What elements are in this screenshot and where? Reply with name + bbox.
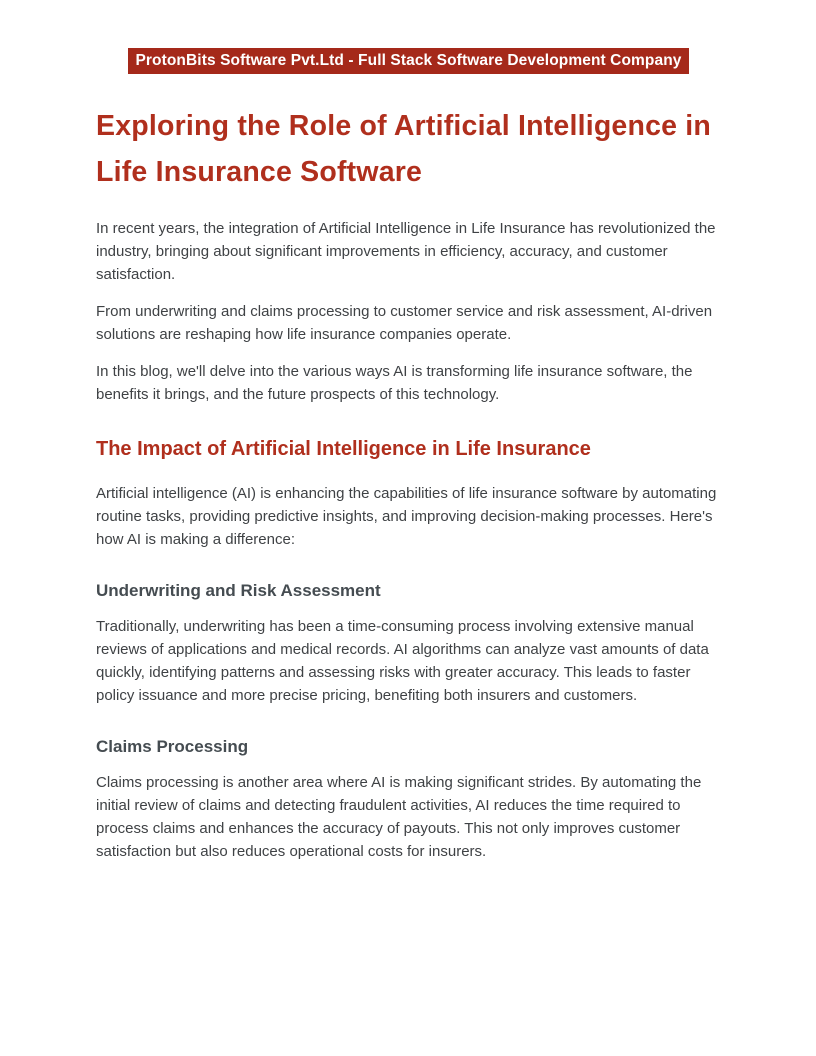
header-banner-row	[96, 48, 721, 74]
section-heading-impact: The Impact of Artificial Intelligence in Life Insurance	[96, 438, 591, 460]
subsection-heading-claims: Claims Processing	[96, 737, 249, 756]
subsection-body-claims: Claims processing is another area where AI is making significant strides. By automating the initial review of claims and detecting fraudulent activities, AI reduces the time required to process claims and enhances the accuracy of payouts. This not only improves customer satisfaction but also reduces operational costs for insurers.	[96, 774, 702, 860]
subsection-body-underwriting: Traditionally, underwriting has been a time-consuming process involving extensive manual reviews of applications and medical records. AI algorithms can analyze vast amounts of data quickly, identifying patterns and assessing risks with greater accuracy. This leads to faster policy issuance and more precise pricing, benefiting both insurers and customers.	[96, 618, 709, 704]
intro-paragraph-1: In recent years, the integration of Artificial Intelligence in Life Insurance has revolutionized the industry, bringing about significant improvements in efficiency, accuracy, and customer satisfaction.	[96, 220, 716, 283]
article-title: Exploring the Role of Artificial Intelligence in Life Insurance Software	[96, 110, 712, 188]
company-banner: ProtonBits Software Pvt.Ltd - Full Stack Software Development Company	[128, 48, 688, 74]
intro-paragraph-3: In this blog, we'll delve into the various ways AI is transforming life insurance software, the benefits it brings, and the future prospects of this technology.	[96, 363, 693, 403]
subsection-heading-underwriting: Underwriting and Risk Assessment	[96, 581, 381, 600]
section-intro-paragraph: Artificial intelligence (AI) is enhancing the capabilities of life insurance software by automating routine tasks, providing predictive insights, and improving decision-making processes. Here's how AI is making a difference:	[96, 485, 717, 548]
intro-paragraph-2: From underwriting and claims processing to customer service and risk assessment, AI-driven solutions are reshaping how life insurance companies operate.	[96, 303, 713, 343]
